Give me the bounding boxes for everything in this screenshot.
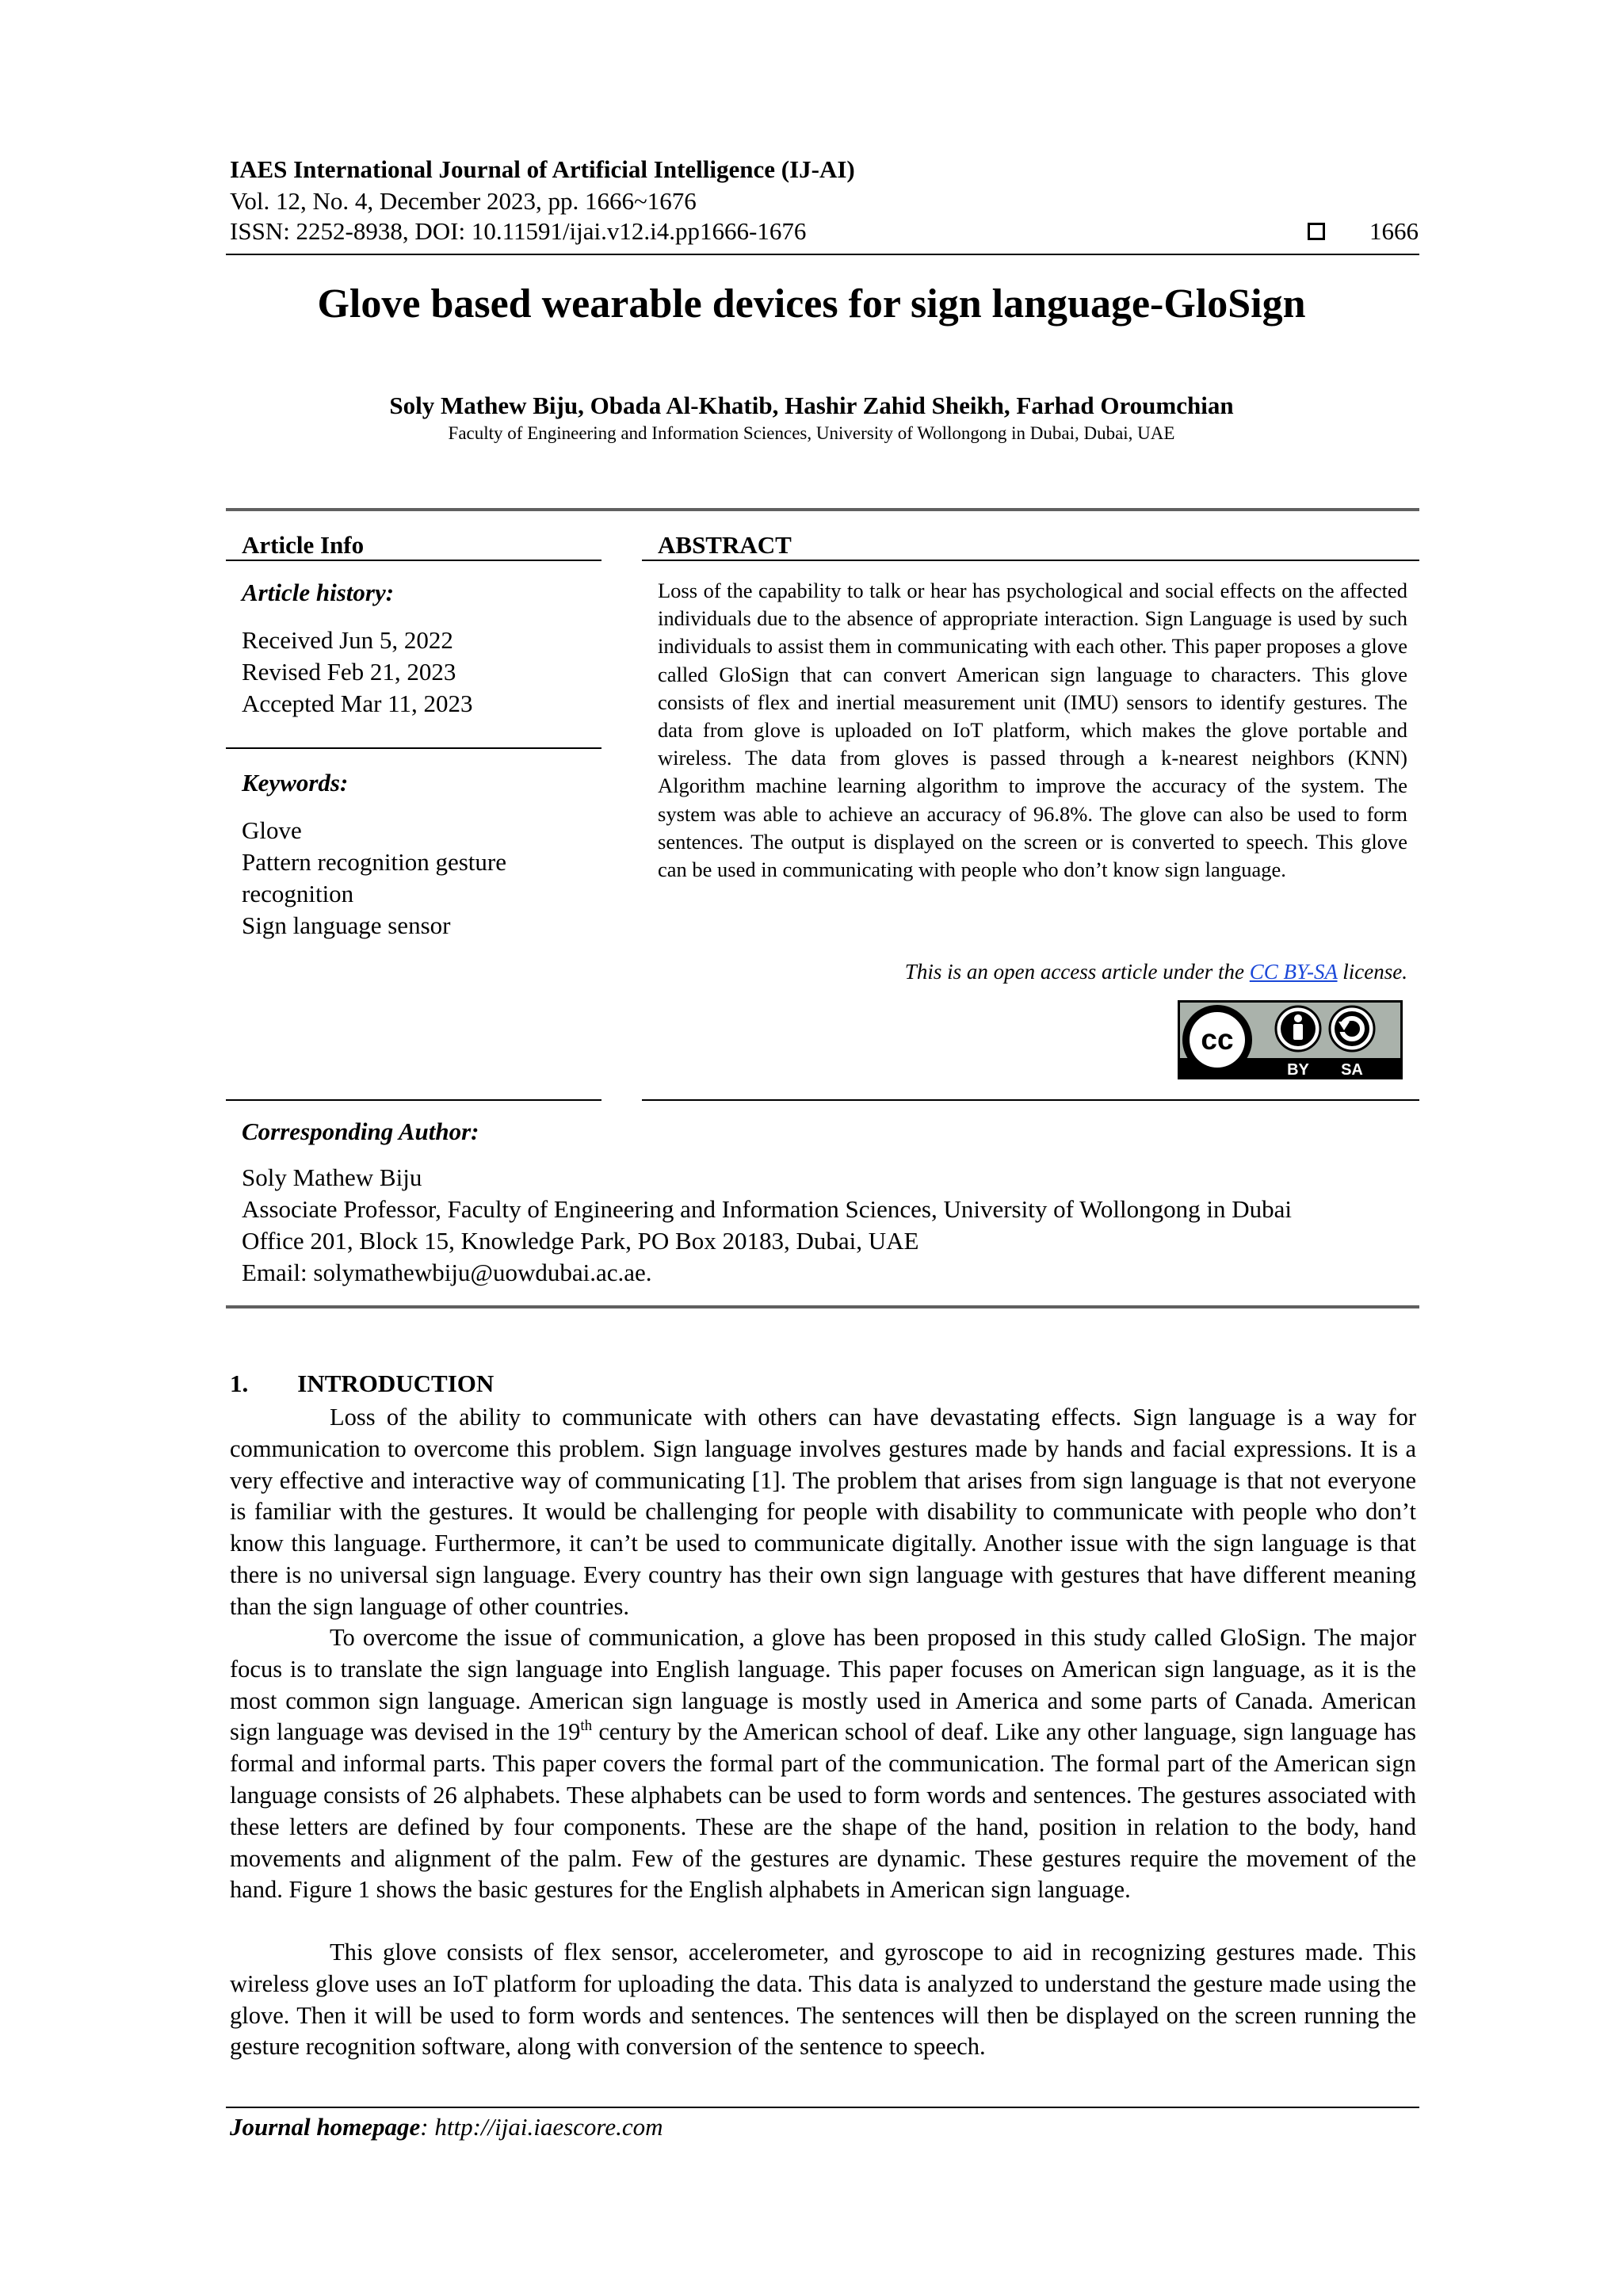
paragraph-text: century by the American school of deaf. Like any other language, sign language has formal and informal parts. This paper covers the formal part of the communication. The formal part of the American sign language consists of 26 alphabets. These alphabets can be used to form words and sentences. The gestures associated with these letters are defined by four components. These are the shape of the hand, position in relation to the body, hand movements and alignment of the palm. Few of the gestures are dynamic. These gestures require the movement of the hand. Figure 1 shows the basic gestures for the English alphabets in American sign language.	[230, 1718, 1416, 1904]
keyword-item: recognition	[242, 880, 354, 907]
keyword-item: Sign language sensor	[242, 911, 451, 939]
square-bullet-icon	[1308, 223, 1325, 240]
keywords-label: Keywords:	[242, 769, 349, 797]
footer-rule	[226, 2107, 1419, 2108]
license-prefix: This is an open access article under the	[904, 960, 1250, 984]
article-info-heading: Article Info	[242, 531, 365, 559]
introduction-heading	[230, 1370, 494, 1398]
journal-name: IAES International Journal of Artificial Intelligence (IJ-AI)	[230, 155, 855, 183]
received-date: Received Jun 5, 2022	[242, 626, 453, 654]
issn-doi-line: ISSN: 2252-8938, DOI: 10.11591/ijai.v12.i4.pp1666-1676	[230, 217, 807, 245]
section-number: 1.	[230, 1370, 249, 1397]
article-info-rule	[226, 560, 601, 561]
intro-paragraph-3: This glove consists of flex sensor, accelerometer, and gyroscope to aid in recognizing gestures made. This wireless glove uses an IoT platform for uploading the data. This data is analyzed to understand the gesture made using the glove. Then it will be used to form words and sentences. The sentences will then be displayed on the screen running the gesture recognition software, along with conversion of the sentence to speech.	[230, 1939, 1416, 2061]
paragraph-text: To overcome the issue of communication, a glove has been proposed in this study called GloSign. The major focus is to translate the sign language into English language. This paper focuses on American sign language, as it is the most common sign language. American sign language is mostly used in America and some parts of Canada. American sign language was devised in the 19	[230, 1624, 1416, 1746]
info-box-bottom-rule	[226, 1305, 1419, 1308]
keywords-bottom-rule	[226, 1099, 601, 1101]
superscript-th: th	[580, 1717, 593, 1735]
affiliation: Faculty of Engineering and Information Sciences, University of Wollongong in Dubai, Dubai, UAE	[448, 423, 1175, 443]
paper-title: Glove based wearable devices for sign language-GloSign	[317, 281, 1306, 327]
corresponding-author-label: Corresponding Author:	[242, 1117, 479, 1145]
abstract-heading: ABSTRACT	[658, 531, 792, 559]
author-name: Soly Mathew Biju	[242, 1163, 422, 1191]
accepted-date: Accepted Mar 11, 2023	[242, 690, 473, 717]
keyword-item: Pattern recognition gesture	[242, 848, 507, 876]
abstract-body: Loss of the capability to talk or hear has psychological and social effects on the affected individuals due to the absence of appropriate interaction. Sign Language is used by such individuals to assist them in communicating with each other. This paper proposes a glove called GloSign that can convert American sign language to characters. This glove consists of flex and inertial measurement unit (IMU) sensors to identify gestures. The data from glove is uploaded on IoT platform, which makes the glove portable and wireless. The data from gloves is passed through a k-nearest neighbors (KNN) Algorithm machine learning algorithm to improve the accuracy of the system. The system was able to achieve an accuracy of 96.8%. The glove can also be used to form sentences. The output is displayed on the screen or is converted to speech. This glove can be used in communicating with people who don’t know sign language.	[658, 579, 1407, 882]
by-label: BY	[1287, 1061, 1309, 1079]
info-box-top-rule	[226, 508, 1419, 511]
cc-by-sa-link[interactable]: CC BY-SA	[1249, 960, 1338, 984]
homepage-url[interactable]: : http://ijai.iaescore.com	[420, 2113, 663, 2141]
intro-paragraph-2	[230, 1622, 1416, 1906]
article-history-label: Article history:	[242, 579, 395, 606]
author-email[interactable]: Email: solymathewbiju@uowdubai.ac.ae.	[242, 1259, 652, 1286]
abstract-rule	[642, 560, 1419, 561]
keyword-item: Glove	[242, 816, 302, 844]
author-list: Soly Mathew Biju, Obada Al-Khatib, Hashir Zahid Sheikh, Farhad Oroumchian	[389, 392, 1234, 419]
homepage-label: Journal homepage	[230, 2113, 421, 2141]
section-title: INTRODUCTION	[297, 1370, 495, 1397]
page-number: 1666	[1369, 217, 1419, 245]
abstract-bottom-rule	[642, 1099, 1419, 1101]
sa-label: SA	[1341, 1061, 1363, 1079]
cc-text: cc	[1201, 1023, 1234, 1056]
intro-paragraph-1: Loss of the ability to communicate with others can have devastating effects. Sign language is a way for communication to overcome this problem. Sign language involves gestures made by hands and facial expressions. It is a very effective and interactive way of communicating [1]. The problem that arises from sign language is that not everyone is familiar with the gestures. It would be challenging for people with disability to communicate with people who don’t know this language. Furthermore, it can’t be used to communicate digitally. Another issue with the sign language is that there is no universal sign language. Every country has their own sign language with gestures that have different meaning than the sign language of other countries.	[230, 1404, 1416, 1620]
history-divider	[226, 747, 601, 749]
license-statement	[658, 958, 1407, 985]
journal-homepage	[230, 2113, 663, 2141]
license-suffix: license.	[1337, 960, 1407, 984]
author-position: Associate Professor, Faculty of Engineering and Information Sciences, University of Wollongong in Dubai	[242, 1195, 1292, 1223]
volume-line: Vol. 12, No. 4, December 2023, pp. 1666~1676	[230, 187, 697, 215]
cc-by-sa-badge-icon[interactable]	[1178, 1000, 1403, 1079]
author-office: Office 201, Block 15, Knowledge Park, PO Box 20183, Dubai, UAE	[242, 1227, 919, 1255]
header-rule	[226, 254, 1419, 255]
corresponding-author-details	[242, 1162, 1292, 1289]
revised-date: Revised Feb 21, 2023	[242, 658, 456, 686]
